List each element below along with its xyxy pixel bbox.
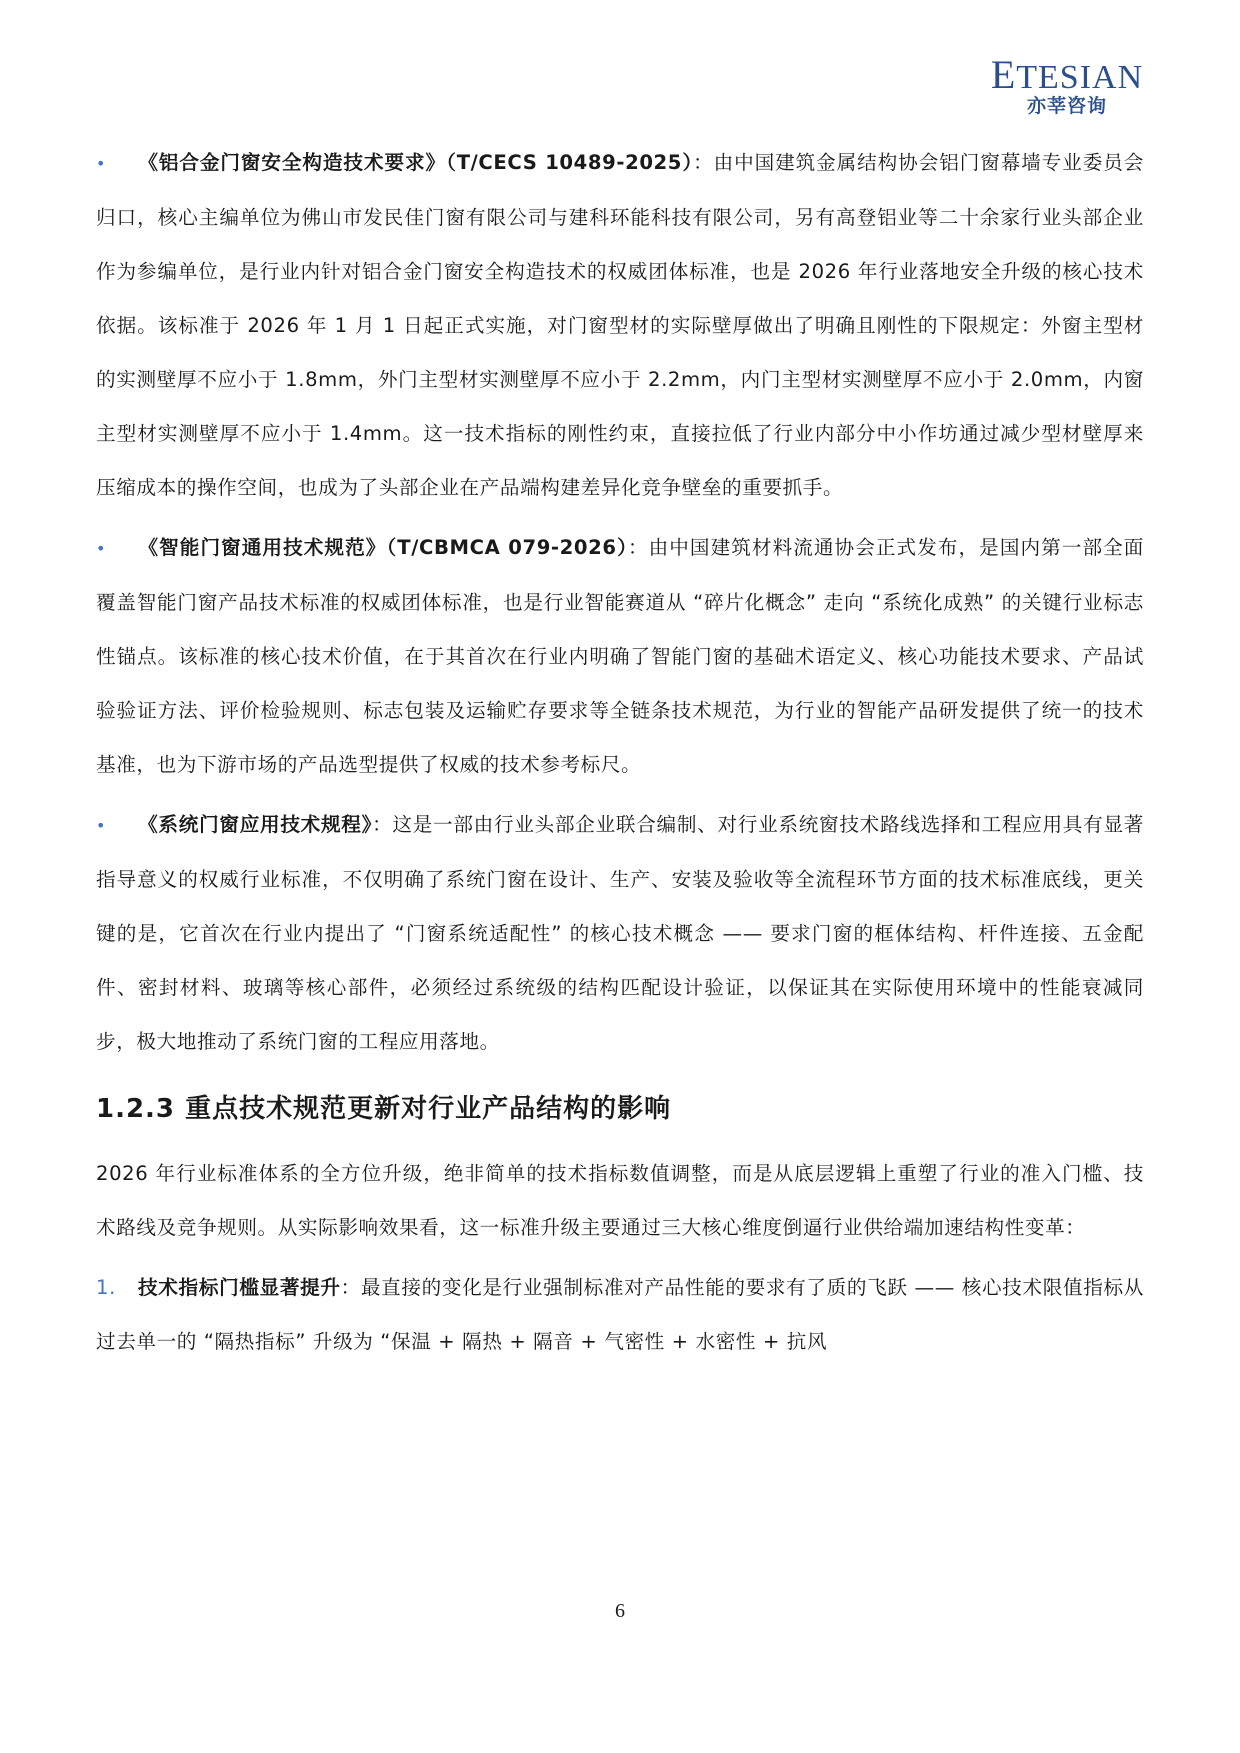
standard-description: ：由中国建筑金属结构协会铝门窗幕墙专业委员会归口，核心主编单位为佛山市发民佳门窗有限公司与建科环能科技有限公司，另有高登铝业等二十余家行业头部企业作为参编单位，是行业内针对铝合金门窗安全构造技术的权威团体标准，也是 2026 年行业落地安全升级的核心技术依据。该标准于 2026 年 1 月 1 日起正式实施，对门窗型材的实际壁厚做出了明确且刚性的下限规定：外窗主型材的实测壁厚不应小于 1.8mm，外门主型材实测壁厚不应小于 2.2mm，内门主型材实测壁厚不应小于 2.0mm，内窗主型材实测壁厚不应小于 1.4mm。这一技术指标的刚性约束，直接拉低了行业内部分中小作坊通过减少型材壁厚来压缩成本的操作空间，也成为了头部企业在产品端构建差异化竞争壁垒的重要抓手。 [96,151,1144,499]
document-body [96,136,1144,1375]
standard-title: 《智能门窗通用技术规范》 [138,536,387,559]
numbered-item [96,1261,1144,1369]
bullet-dot-icon: • [96,816,107,835]
logo-english-text: ETESIAN [990,52,1144,97]
bullet-item-system-window-standard [96,798,1144,1069]
bullet-dot-icon: • [96,539,107,558]
standard-title: 《系统门窗应用技术规程》 [138,813,373,836]
bullet-item-smart-window-standard [96,521,1144,792]
standard-description: ：由中国建筑材料流通协会正式发布，是国内第一部全面覆盖智能门窗产品技术标准的权威团体标准，也是行业智能赛道从 “碎片化概念” 走向 “系统化成熟” 的关键行业标志性锚点。该标准的核心技术价值，在于其首次在行业内明确了智能门窗的基础术语定义、核心功能技术要求、产品试验验证方法、评价检验规则、标志包装及运输贮存要求等全链条技术规范，为行业的智能产品研发提供了统一的技术基准，也为下游市场的产品选型提供了权威的技术参考标尺。 [96,536,1145,776]
numbered-item-marker: 1. [96,1276,116,1299]
standard-code: （T/CBMCA 079-2026） [386,536,628,559]
numbered-item-title: 技术指标门槛显著提升 [138,1276,341,1299]
standard-code: （T/CECS 10489-2025） [446,151,694,174]
company-logo [982,52,1152,117]
page-number: 6 [615,1600,625,1622]
standard-title: 《铝合金门窗安全构造技术要求》 [138,151,446,174]
bullet-dot-icon: • [96,154,107,173]
section-intro-paragraph: 2026 年行业标准体系的全方位升级，绝非简单的技术指标数值调整，而是从底层逻辑上重塑了行业的准入门槛、技术路线及竞争规则。从实际影响效果看，这一标准升级主要通过三大核心维度倒逼行业供给端加速结构性变革： [96,1162,1144,1239]
logo-chinese-text: 亦莘咨询 [1026,95,1107,117]
standard-description: ：这是一部由行业头部企业联合编制、对行业系统窗技术路线选择和工程应用具有显著指导意义的权威行业标准，不仅明确了系统门窗在设计、生产、安装及验收等全流程环节方面的技术标准底线，更关键的是，它首次在行业内提出了 “门窗系统适配性” 的核心技术概念 —— 要求门窗的框体结构、杆件连接、五金配件、密封材料、玻璃等核心部件，必须经过系统级的结构匹配设计验证，以保证其在实际使用环境中的性能衰减同步，极大地推动了系统门窗的工程应用落地。 [96,813,1144,1053]
numbered-item-body: ：最直接的变化是行业强制标准对产品性能的要求有了质的飞跃 —— 核心技术限值指标从过去单一的 “隔热指标” 升级为 “保温 + 隔热 + 隔音 + 气密性 + 水密性 + 抗风 [96,1276,1144,1353]
bullet-item-aluminium-standard [96,136,1144,515]
section-heading: 1.2.3 重点技术规范更新对行业产品结构的影响 [96,1094,672,1124]
